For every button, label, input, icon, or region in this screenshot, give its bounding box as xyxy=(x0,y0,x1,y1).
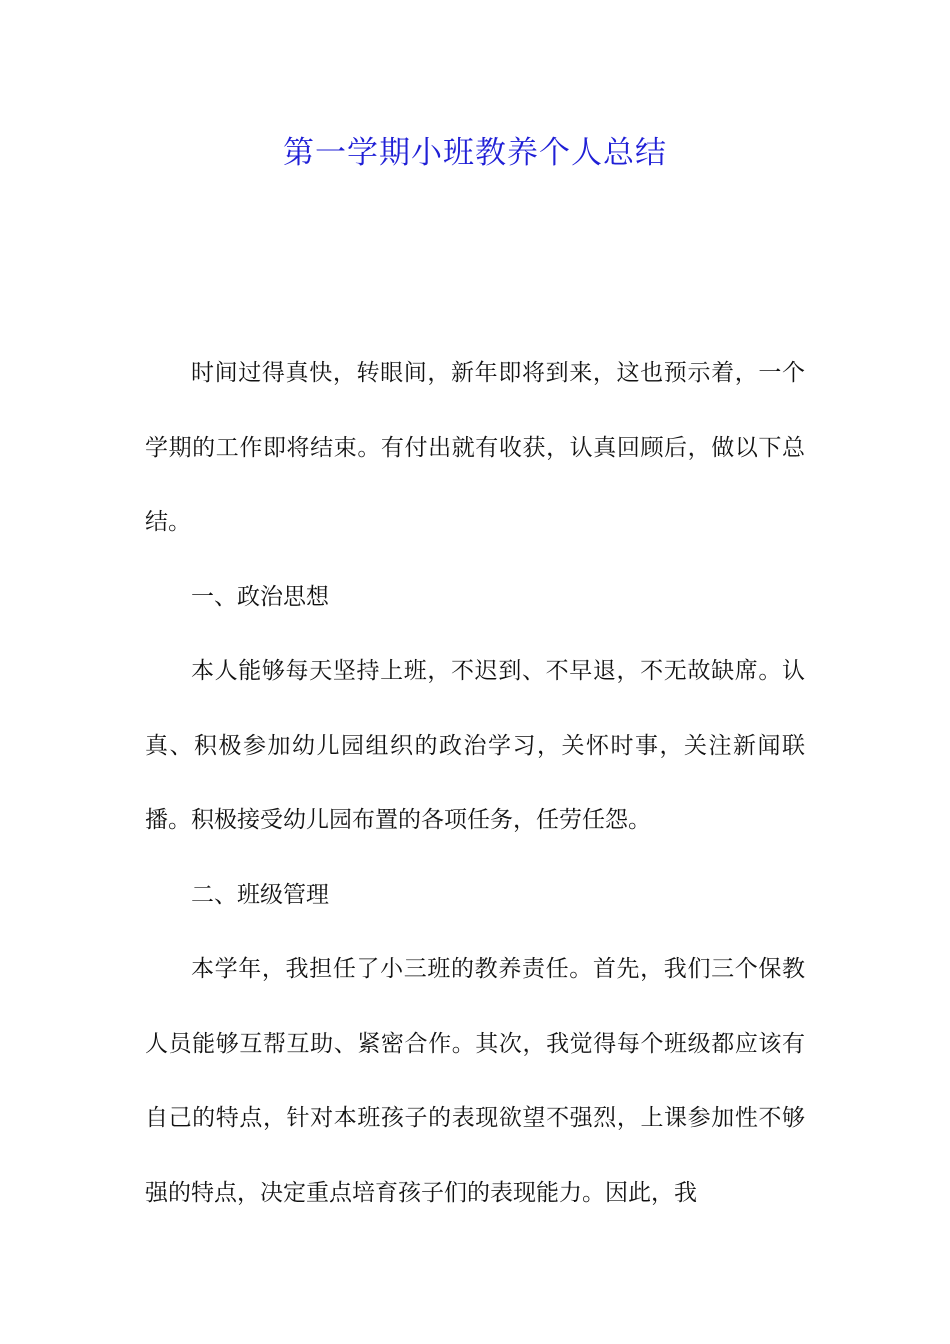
paragraph-politics: 本人能够每天坚持上班，不迟到、不早退，不无故缺席。认真、积极参加幼儿园组织的政治学习，关怀时事，关注新闻联播。积极接受幼儿园布置的各项任务，任劳任怨。 xyxy=(145,658,805,833)
paragraph-intro: 时间过得真快，转眼间，新年即将到来，这也预示着，一个学期的工作即将结束。有付出就有收获，认真回顾后，做以下总结。 xyxy=(145,360,805,535)
section-heading-politics: 一、政治思想 xyxy=(191,583,329,610)
document-body xyxy=(145,336,805,1230)
paragraph-class-management: 本学年，我担任了小三班的教养责任。首先，我们三个保教人员能够互帮互助、紧密合作。其次，我觉得每个班级都应该有自己的特点，针对本班孩子的表现欲望不强烈，上课参加性不够强的特点，决定重点培育孩子们的表现能力。因此，我 xyxy=(145,956,805,1206)
document-title: 第一学期小班教养个人总结 xyxy=(283,135,667,171)
section-heading-class-management: 二、班级管理 xyxy=(191,881,329,908)
